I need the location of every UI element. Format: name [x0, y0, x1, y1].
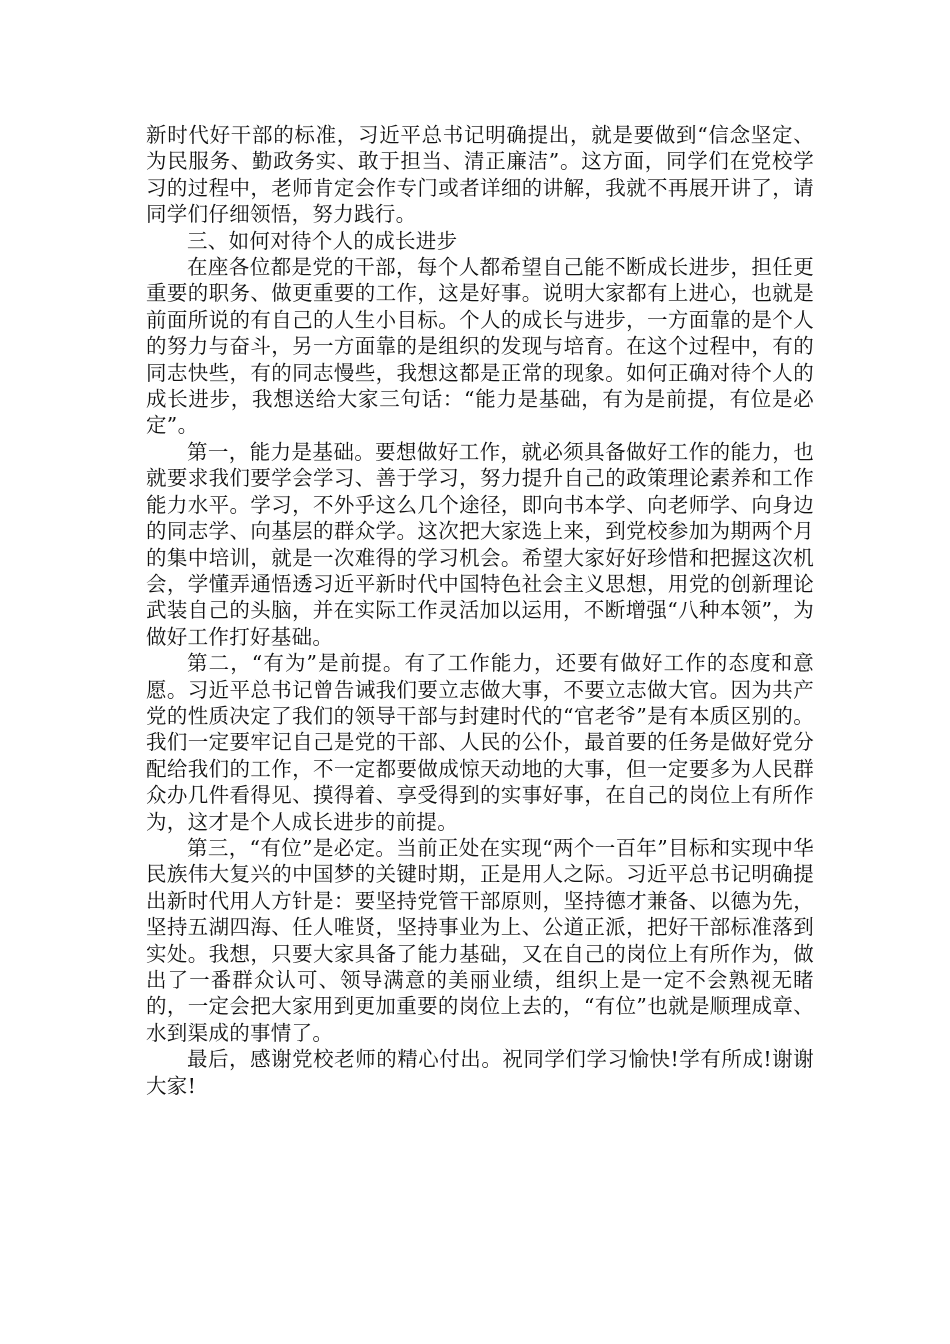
- document-body: [146, 122, 814, 1099]
- paragraph-closing-thanks: 最后，感谢党校老师的精心付出。祝同学们学习愉快!学有所成!谢谢大家!: [146, 1047, 814, 1098]
- paragraph-achievement-premise: 第二，“有为”是前提。有了工作能力，还要有做好工作的态度和意愿。习近平总书记曾告诫我们要立志做大事，不要立志做大官。因为共产党的性质决定了我们的领导干部与封建时代的“官老爷”是有本质区别的。我们一定要牢记自己是党的干部、人民的公仆，最首要的任务是做好党分配给我们的工作，不一定都要做成惊天动地的大事，但一定要多为人民群众办几件看得见、摸得着、享受得到的实事好事，在自己的岗位上有所作为，这才是个人成长进步的前提。: [146, 651, 814, 834]
- paragraph-good-cadre-standard: 新时代好干部的标准，习近平总书记明确提出，就是要做到“信念坚定、为民服务、勤政务实、敢于担当、清正廉洁”。这方面，同学们在党校学习的过程中，老师肯定会作专门或者详细的讲解，我就不再展开讲了，请同学们仔细领悟，努力践行。: [146, 123, 814, 227]
- section-heading-personal-growth: 三、如何对待个人的成长进步: [187, 228, 458, 253]
- paragraph-growth-intro: 在座各位都是党的干部，每个人都希望自己能不断成长进步，担任更重要的职务、做更重要的工作，这是好事。说明大家都有上进心，也就是前面所说的有自己的人生小目标。个人的成长与进步，一方面靠的是个人的努力与奋斗，另一方面靠的是组织的发现与培育。在这个过程中，有的同志快些，有的同志慢些，我想这都是正常的现象。如何正确对待个人的成长进步，我想送给大家三句话：“能力是基础，有为是前提，有位是必定”。: [146, 255, 814, 438]
- paragraph-position-certain: 第三，“有位”是必定。当前正处在实现“两个一百年”目标和实现中华民族伟大复兴的中国梦的关键时期，正是用人之际。习近平总书记明确提出新时代用人方针是：要坚持党管干部原则，坚持德才兼备、以德为先，坚持五湖四海、任人唯贤，坚持事业为上、公道正派，把好干部标准落到实处。我想，只要大家具备了能力基础，又在自己的岗位上有所作为，做出了一番群众认可、领导满意的美丽业绩，组织上是一定不会熟视无睹的，一定会把大家用到更加重要的岗位上去的，“有位”也就是顺理成章、水到渠成的事情了。: [146, 835, 814, 1045]
- paragraph-ability-foundation: 第一，能力是基础。要想做好工作，就必须具备做好工作的能力，也就要求我们要学会学习、善于学习，努力提升自己的政策理论素养和工作能力水平。学习，不外乎这么几个途径，即向书本学、向老师学、向身边的同志学、向基层的群众学。这次把大家选上来，到党校参加为期两个月的集中培训，就是一次难得的学习机会。希望大家好好珍惜和把握这次机会，学懂弄通悟透习近平新时代中国特色社会主义思想，用党的创新理论武装自己的头脑，并在实际工作灵活加以运用，不断增强“八种本领”，为做好工作打好基础。: [146, 439, 814, 649]
